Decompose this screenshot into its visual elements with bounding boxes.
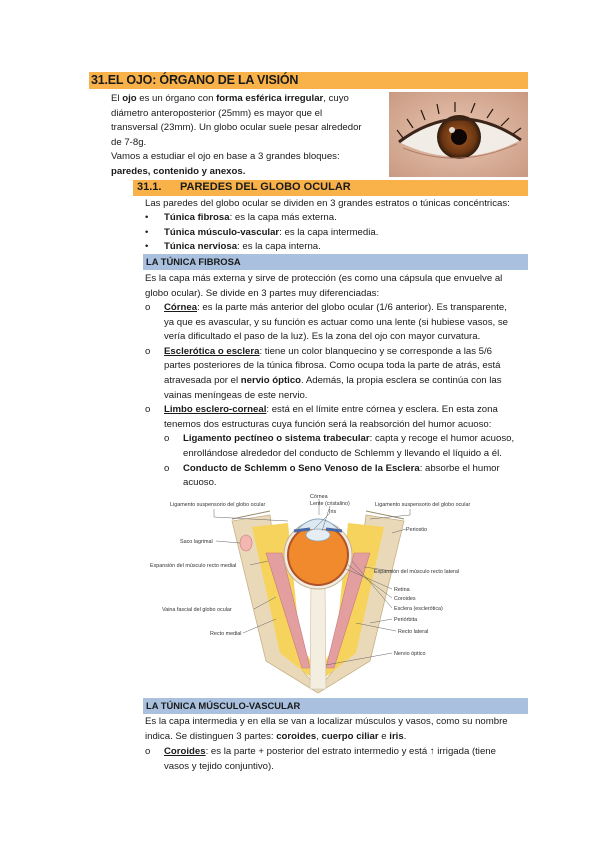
sub-list-item: o Ligamento pectíneo o sistema trabecular: capta y recoge el humor acuoso, enrollándose alrededor del conducto de Schlemm y llevando el líquido a él. bbox=[164, 433, 515, 459]
label-exp-medial: Expansión del músculo recto medial bbox=[150, 563, 237, 569]
label-iris: Iris bbox=[329, 509, 337, 515]
label-recto-medial: Recto medial bbox=[210, 631, 242, 637]
list-item: o Esclerótica o esclera: tiene un color blanquecino y se corresponde a las 5/6 partes posteriores de la túnica fibrosa. Como ocupa toda la parte de atrás, está atravesada por el nervio óptico. Además, la propia esclera se continúa con las vainas meníngeas de este nervio. bbox=[145, 345, 502, 401]
list-item: o Córnea: es la parte más anterior del globo ocular (1/6 anterior). Es transparente, ya que es avascular, y su función es actuar como una lente (si hubiese vasos, se vería dificultado el paso de la luz). Es la zona del ojo con mayor curvatura. bbox=[145, 302, 508, 343]
label-lente: Lente (cristalino) bbox=[310, 501, 350, 507]
list-item: o Coroides: es la parte + posterior del estrato intermedio y está ↑ irrigada (tiene vasos y tejido conjuntivo). bbox=[145, 746, 496, 772]
label-lig-susp-left: Ligamento suspensorio del globo ocular bbox=[170, 502, 266, 508]
list-item: • Túnica fibrosa: es la capa más externa. bbox=[145, 212, 337, 223]
list-item: • Túnica nerviosa: es la capa interna. bbox=[145, 241, 321, 253]
label-nervio: Nervio óptico bbox=[394, 651, 426, 657]
label-periostio: Periostio bbox=[406, 527, 427, 533]
label-cornea: Córnea bbox=[310, 494, 328, 500]
label-retina: Retina bbox=[394, 587, 410, 593]
sub-list-item: o Conducto de Schlemm o Seno Venoso de la Esclera: absorbe el humor acuoso. bbox=[164, 462, 500, 489]
label-vaina: Vaina fascial del globo ocular bbox=[162, 607, 232, 613]
fibrosa-list bbox=[145, 301, 535, 491]
musculo-list bbox=[145, 745, 535, 774]
musculo-paragraph: Es la capa intermedia y en ella se van a localizar músculos y vasos, como su nombre indica. Se distinguen 3 partes: coroides, cuerpo ciliar e iris. bbox=[145, 716, 508, 742]
eye-photo bbox=[389, 92, 528, 177]
label-esclera: Esclera (esclerótica) bbox=[394, 606, 443, 612]
walls-intro: Las paredes del globo ocular se dividen en 3 grandes estratos o túnicas concéntricas: bbox=[145, 198, 510, 209]
fibrosa-paragraph: Es la capa más externa y sirve de protección (es como una cápsula que envuelve al globo ocular). Se divide en 3 partes muy diferenciadas: bbox=[145, 273, 503, 299]
section-title: PAREDES DEL GLOBO OCULAR bbox=[180, 181, 351, 193]
fibrosa-heading: LA TÚNICA FIBROSA bbox=[146, 256, 241, 267]
musculo-heading: LA TÚNICA MÚSCULO-VASCULAR bbox=[146, 700, 301, 711]
label-coroides: Coroides bbox=[394, 596, 416, 602]
section-number: 31.1. bbox=[137, 181, 162, 193]
label-periorbita: Periórbita bbox=[394, 617, 418, 623]
list-item: o Limbo esclero-corneal: está en el límite entre córnea y esclera. En esta zona tenemos dos estructuras cuya función será la reabsorción del humor acuoso: o Ligamento pectíneo o sistema trabecular: capta y recoge el humor acuoso, enrollándose alrededor del conducto de Schlemm y llevando el líquido a él. o Conducto de Schlemm o Seno Venoso de la Esclera: absorbe el humor acuoso. bbox=[145, 403, 535, 491]
label-exp-lateral: Expansión del músculo recto lateral bbox=[374, 569, 460, 575]
eye-orbit-diagram bbox=[150, 493, 471, 693]
list-item: • Túnica músculo-vascular: es la capa intermedia. bbox=[145, 226, 379, 238]
tunic-list bbox=[145, 211, 378, 255]
label-lig-susp-right: Ligamento suspensorio del globo ocular bbox=[375, 502, 471, 508]
page-title: 31.EL OJO: ÓRGANO DE LA VISIÓN bbox=[91, 73, 299, 87]
label-saco: Saco lagrimal bbox=[180, 539, 213, 545]
intro-paragraph: El ojo es un órgano con forma esférica irregular, cuyo diámetro anteroposterior (25mm) es mayor que el transversal (23mm). Un globo ocular suele pesar alrededor de 7-8g. Vamos a estudiar el ojo en base a 3 grandes bloques: paredes, contenido y anexos. bbox=[111, 93, 362, 177]
label-recto-lateral: Recto lateral bbox=[398, 629, 429, 635]
